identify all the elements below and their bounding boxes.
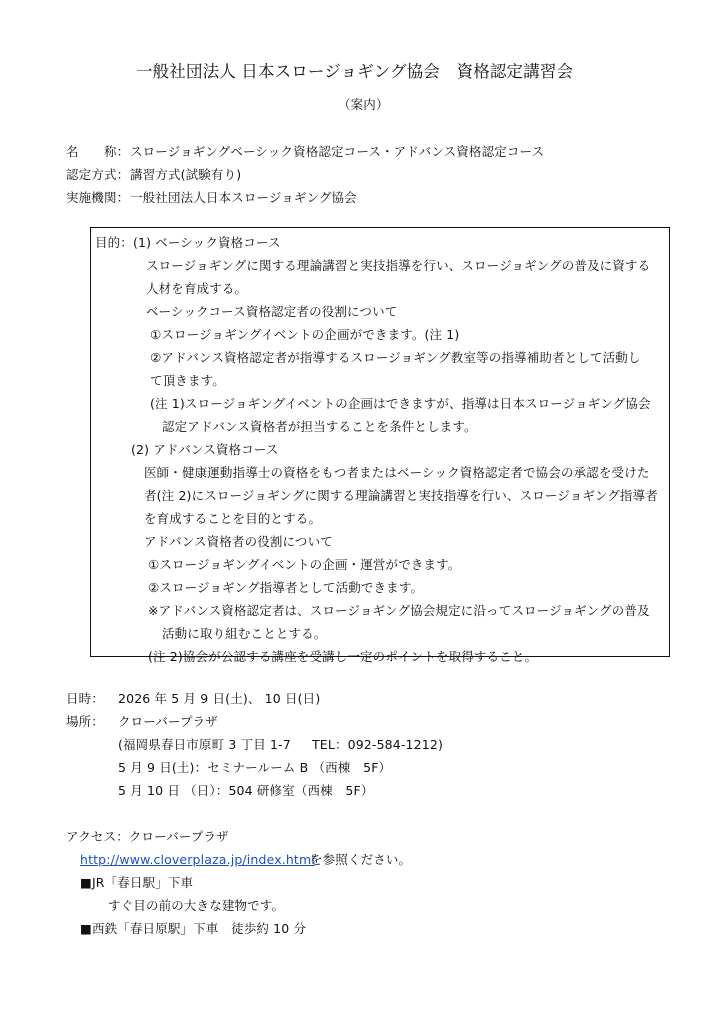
advance-text-line: 者(注 2)にスロージョギングに関する理論講習と実技指導を行い、スロージョギング指導者 [144, 488, 658, 503]
place-label: 場所： [66, 714, 104, 729]
basic-text-line: (注 1)スロージョギングイベントの企画はできますが、指導は日本スロージョギング協会 [150, 396, 651, 411]
basic-text-line: 人材を育成する。 [146, 281, 248, 296]
method-value: 講習方式(試験有り) [130, 167, 242, 182]
nishitetsu-station: ■西鉄「春日原駅」下車 徒歩約 10 分 [80, 921, 307, 936]
room-day1: 5 月 9 日(土)：セミナールーム B （西棟 5F） [118, 760, 392, 775]
date-label: 日時： [66, 691, 104, 706]
purpose-heading: 目的：(1) ベーシック資格コース [95, 235, 281, 250]
advance-heading: (2) アドバンス資格コース [131, 442, 279, 457]
organizer-value: 一般社団法人日本スロージョギング協会 [130, 190, 357, 205]
room-day2: 5 月 10 日 （日）：504 研修室（西棟 5F） [118, 783, 374, 798]
basic-text-line: ベーシックコース資格認定者の役割について [146, 304, 398, 319]
advance-text-line: ①スロージョギングイベントの企画・運営ができます。 [148, 557, 461, 572]
jr-description: すぐ目の前の大きな建物です。 [108, 898, 285, 913]
advance-text-line: を育成することを目的とする。 [144, 511, 322, 526]
clover-plaza-link[interactable]: http://www.cloverplaza.jp/index.html [80, 852, 315, 867]
name-value: スロージョギングベーシック資格認定コース・アドバンス資格認定コース [130, 144, 545, 159]
organizer-label: 実施機関： [66, 190, 130, 205]
basic-text-line: ②アドバンス資格認定者が指導するスロージョギング教室等の指導補助者として活動し [150, 350, 641, 365]
advance-text-line: 医師・健康運動指導士の資格をもつ者またはベーシック資格認定者で協会の承認を受けた [144, 465, 650, 480]
address: (福岡県春日市原町 3 丁目 1-7 [118, 737, 291, 752]
basic-text-line: て頂きます。 [150, 373, 225, 388]
advance-text-line: ②スロージョギング指導者として活動できます。 [148, 580, 424, 595]
basic-text-line: ①スロージョギングイベントの企画ができます。(注 1) [150, 327, 460, 342]
advance-text-line: (注 2)協会が公認する講座を受講し一定のポイントを取得すること。 [148, 649, 538, 664]
telephone: TEL：092-584-1212) [312, 737, 443, 752]
page-title: 一般社団法人 日本スロージョギング協会 資格認定講習会 [136, 62, 574, 81]
advance-text-line: 活動に取り組むこととする。 [162, 626, 327, 641]
link-suffix: を参照ください。 [310, 852, 412, 867]
page-subtitle: （案内） [338, 97, 389, 112]
method-label: 認定方式： [66, 167, 130, 182]
access-label: アクセス：クローバープラザ [66, 829, 229, 844]
place-value: クローバープラザ [118, 714, 218, 729]
advance-text-line: アドバンス資格者の役割について [144, 534, 333, 549]
jr-station: ■JR「春日駅」下車 [80, 875, 194, 890]
name-label: 名 称： [66, 144, 130, 159]
basic-text-line: 認定アドバンス資格者が担当することを条件とします。 [162, 419, 477, 434]
advance-text-line: ※アドバンス資格認定者は、スロージョギング協会規定に沿ってスロージョギングの普及 [148, 603, 650, 618]
basic-text-line: スロージョギングに関する理論講習と実技指導を行い、スロージョギングの普及に資する [146, 258, 651, 273]
date-value: 2026 年 5 月 9 日(土)、 10 日(日) [118, 691, 321, 706]
